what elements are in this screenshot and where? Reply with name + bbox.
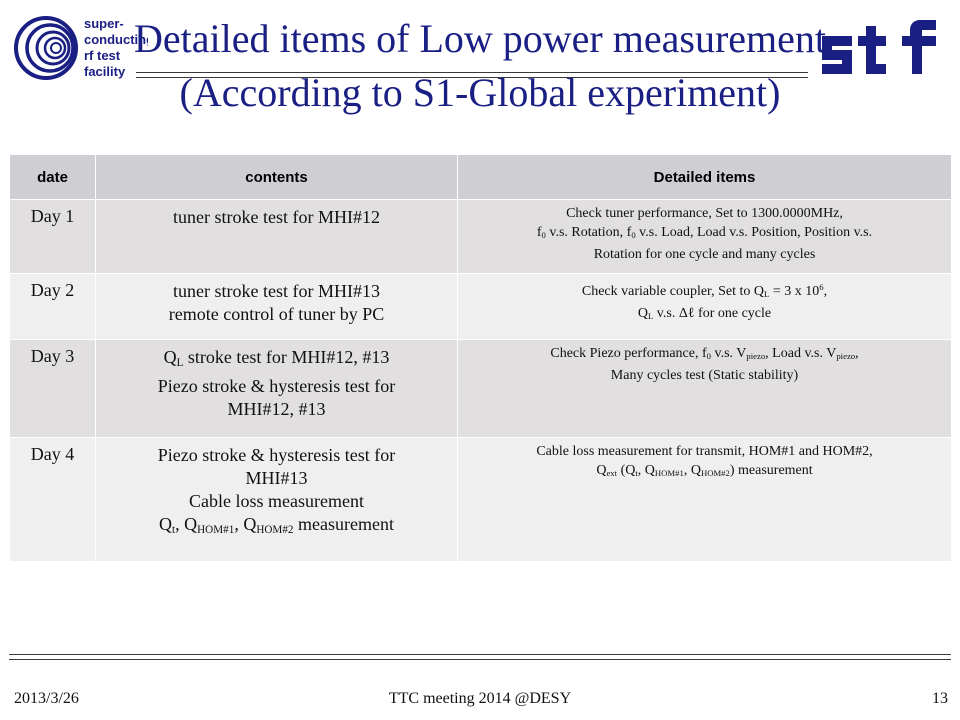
slide-title-line-2: (According to S1-Global experiment) — [179, 70, 781, 115]
contents-line: tuner stroke test for MHI#12 — [173, 207, 380, 227]
measurement-schedule-table — [9, 154, 952, 562]
cell-contents — [96, 200, 458, 274]
footer-meeting: TTC meeting 2014 @DESY — [388, 690, 572, 707]
table-header-row — [10, 155, 952, 200]
details-line: Check tuner performance, Set to 1300.0000MHz, — [566, 206, 843, 221]
contents-line: MHI#12, #13 — [227, 398, 326, 419]
details-line: $Q_{ext}$ ($Q_t$, $Q_{HOM\#1}$, $Q_{HOM\#2}$) measurement — [596, 463, 813, 479]
details-line: $f_0$ v.s. Rotation, $f_0$ v.s. Load, Load v.s. Position, Position v.s. — [536, 225, 873, 241]
header-date: date — [10, 155, 96, 200]
details-line: Check variable coupler, Set to $Q_L = 3$ x $10^6$, — [581, 282, 828, 299]
table-row — [10, 274, 952, 340]
logo-text-line-3: rf test — [84, 48, 121, 63]
contents-line: $Q_t$, $Q_{HOM\#1}$, $Q_{HOM\#2}$ measurement — [159, 514, 394, 536]
contents-line: Piezo stroke & hysteresis test for — [157, 445, 396, 465]
details-line: Many cycles test (Static stability) — [610, 368, 799, 384]
logo-text-line-4: facility — [84, 64, 126, 79]
details-line: Rotation for one cycle and many cycles — [593, 247, 816, 263]
logo-text-line-2: conducting — [84, 32, 148, 47]
footer-date: 2013/3/26 — [14, 690, 79, 707]
details-line: $Q_L$ v.s. Δℓ for one cycle — [637, 305, 772, 322]
header-detailed-items: Detailed items — [458, 155, 952, 200]
logo-text-line-1: super- — [84, 16, 124, 31]
cell-contents — [96, 340, 458, 438]
table-row — [10, 340, 952, 438]
contents-line: MHI#13 — [245, 468, 308, 488]
cell-contents — [96, 438, 458, 562]
cell-date: Day 4 — [10, 438, 96, 562]
slide-title-line-1: Detailed items of Low power measurement — [134, 16, 826, 61]
cell-date: Day 1 — [10, 200, 96, 274]
contents-line: Cable loss measurement — [189, 491, 364, 511]
table-row — [10, 200, 952, 274]
contents-line: $Q_L$ stroke test for MHI#12, #13 — [163, 347, 390, 369]
cell-date: Day 3 — [10, 340, 96, 438]
cell-details — [458, 438, 952, 562]
contents-line: Piezo stroke & hysteresis test for — [157, 375, 396, 396]
cell-contents — [96, 274, 458, 340]
cell-date: Day 2 — [10, 274, 96, 340]
details-line: Check Piezo performance, $f_0$ v.s. $V_{piezo}$, Load v.s. $V_{piezo}$, — [550, 346, 859, 362]
page-number: 13 — [932, 690, 948, 707]
table-row — [10, 438, 952, 562]
contents-line: remote control of tuner by PC — [168, 304, 385, 324]
cell-details — [458, 274, 952, 340]
header-contents: contents — [96, 155, 458, 200]
cell-details — [458, 200, 952, 274]
contents-line: tuner stroke test for MHI#13 — [173, 281, 380, 301]
cell-details — [458, 340, 952, 438]
footer-rule — [9, 654, 951, 660]
details-line: Cable loss measurement for transmit, HOM#1 and HOM#2, — [536, 444, 873, 459]
